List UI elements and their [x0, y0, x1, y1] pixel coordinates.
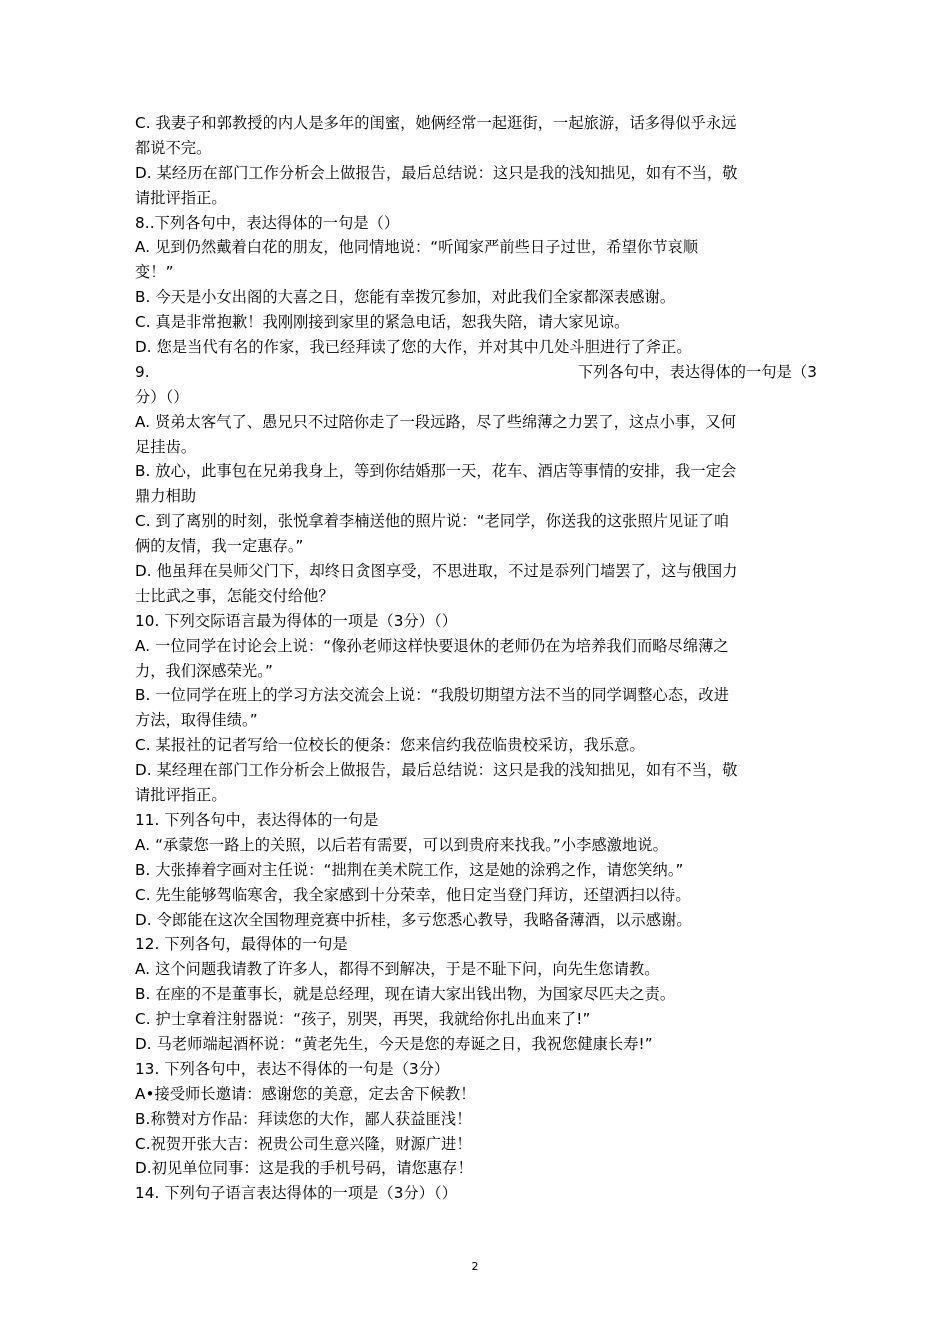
text-line: A. 这个问题我请教了许多人，都得不到解决，于是不耻下问，向先生您请教。 [135, 960, 660, 979]
text-line: D. 令郎能在这次全国物理竞赛中折桂，多亏您悉心教导，我略备薄酒，以示感谢。 [135, 910, 692, 929]
text-line: C. 护士拿着注射器说：“孩子，别哭，再哭，我就给你扎出血来了!” [135, 1010, 591, 1029]
text-line: A. “承蒙您一路上的关照，以后若有需要，可以到贵府来找我。”小李感激地说。 [135, 835, 668, 854]
text-line: 力，我们深感荣光。” [135, 661, 273, 680]
question-8-heading: 8..下列各句中，表达得体的一句是（） [135, 213, 400, 232]
text-line: 变！” [135, 263, 174, 282]
text-line: B. 在座的不是董事长，就是总经理，现在请大家出钱出物，为国家尽匹夫之责。 [135, 985, 676, 1004]
text-line: A. 一位同学在讨论会上说：“像孙老师这样快要退休的老师仍在为培养我们而略尽绵薄之 [135, 636, 729, 655]
text-line: D. 马老师端起酒杯说：“黄老先生，今天是您的寿诞之日，我祝您健康长寿!” [135, 1034, 653, 1053]
page-body [135, 111, 817, 1206]
text-line: 俩的友情，我一定惠存。” [135, 537, 304, 556]
text-line: 分）（） [135, 387, 189, 406]
question-9-number: 9. [135, 362, 150, 381]
text-line: B. 放心，此事包在兄弟我身上，等到你结婚那一天，花车、酒店等事情的安排，我一定会 [135, 462, 737, 481]
text-line: D. 他虽拜在吴师父门下，却终日贪图享受，不思进取，不过是忝列门墙罢了，这与俄国力 [135, 562, 738, 581]
question-14-heading: 14. 下列句子语言表达得体的一项是（3分）（） [135, 1184, 458, 1203]
text-line: A•接受师长邀请：感谢您的美意，定去舍下候教！ [135, 1084, 476, 1103]
text-line: D. 某经历在部门工作分析会上做报告，最后总结说：这只是我的浅知拙见，如有不当，敬 [135, 163, 738, 182]
text-line: B. 今天是小女出阁的大喜之日，您能有幸拨冗参加，对此我们全家都深表感谢。 [135, 288, 676, 307]
text-line: B. 大张捧着字画对主任说：“拙荆在美术院工作，这是她的涂鸦之作，请您笑纳。” [135, 860, 684, 879]
question-12-heading: 12. 下列各句，最得体的一句是 [135, 935, 348, 954]
question-11-heading: 11. 下列各句中，表达得体的一句是 [135, 810, 379, 829]
question-13-heading: 13. 下列各句中，表达不得体的一句是（3分） [135, 1059, 450, 1078]
text-line: 方法，取得佳绩。” [135, 711, 258, 730]
text-line: B.称赞对方作品：拜读您的大作，鄙人获益匪浅！ [135, 1109, 472, 1128]
text-line: C. 先生能够驾临寒舍，我全家感到十分荣幸，他日定当登门拜访，还望洒扫以待。 [135, 885, 691, 904]
text-line: 足挂齿。 [135, 437, 197, 456]
text-line: D. 某经理在部门工作分析会上做报告，最后总结说：这只是我的浅知拙见，如有不当，敬 [135, 761, 738, 780]
text-line: 都说不完。 [135, 138, 212, 157]
question-10-heading: 10. 下列交际语言最为得体的一项是（3分）（） [135, 611, 458, 630]
question-9-prompt: 下列各句中，表达得体的一句是（3 [577, 362, 817, 381]
text-line: D. 您是当代有名的作家，我已经拜读了您的大作，并对其中几处斗胆进行了斧正。 [135, 338, 692, 357]
text-line: C. 到了离别的时刻，张悦拿着李楠送他的照片说：“老同学，你送我的这张照片见证了咱 [135, 512, 730, 531]
text-line: 请批评指正。 [135, 786, 227, 805]
text-line: B. 一位同学在班上的学习方法交流会上说：“我殷切期望方法不当的同学调整心态，改进 [135, 686, 729, 705]
text-line: C.祝贺开张大吉：祝贵公司生意兴隆，财源广进！ [135, 1134, 472, 1153]
text-line: C. 某报社的记者写给一位校长的便条：您来信约我莅临贵校采访，我乐意。 [135, 736, 645, 755]
text-line: C. 真是非常抱歉！我刚刚接到家里的紧急电话，恕我失陪，请大家见谅。 [135, 313, 630, 332]
text-line: 请批评指正。 [135, 188, 227, 207]
page-number: 2 [471, 1260, 479, 1273]
text-line: 士比武之事，怎能交付给他？ [135, 586, 334, 605]
text-line: 鼎力相助 [135, 487, 197, 506]
text-line: D.初见单位同事：这是我的手机号码，请您惠存！ [135, 1159, 473, 1178]
text-line: C. 我妻子和郭教授的内人是多年的闺蜜，她俩经常一起逛街，一起旅游，话多得似乎永远 [135, 114, 737, 132]
question-9-heading [135, 360, 817, 385]
text-line: A. 见到仍然戴着白花的朋友，他同情地说：“听闻家严前些日子过世，希望你节哀顺 [135, 238, 699, 257]
text-line: A. 贤弟太客气了、愚兄只不过陪你走了一段远路，尽了些绵薄之力罢了，这点小事，又何 [135, 412, 737, 431]
